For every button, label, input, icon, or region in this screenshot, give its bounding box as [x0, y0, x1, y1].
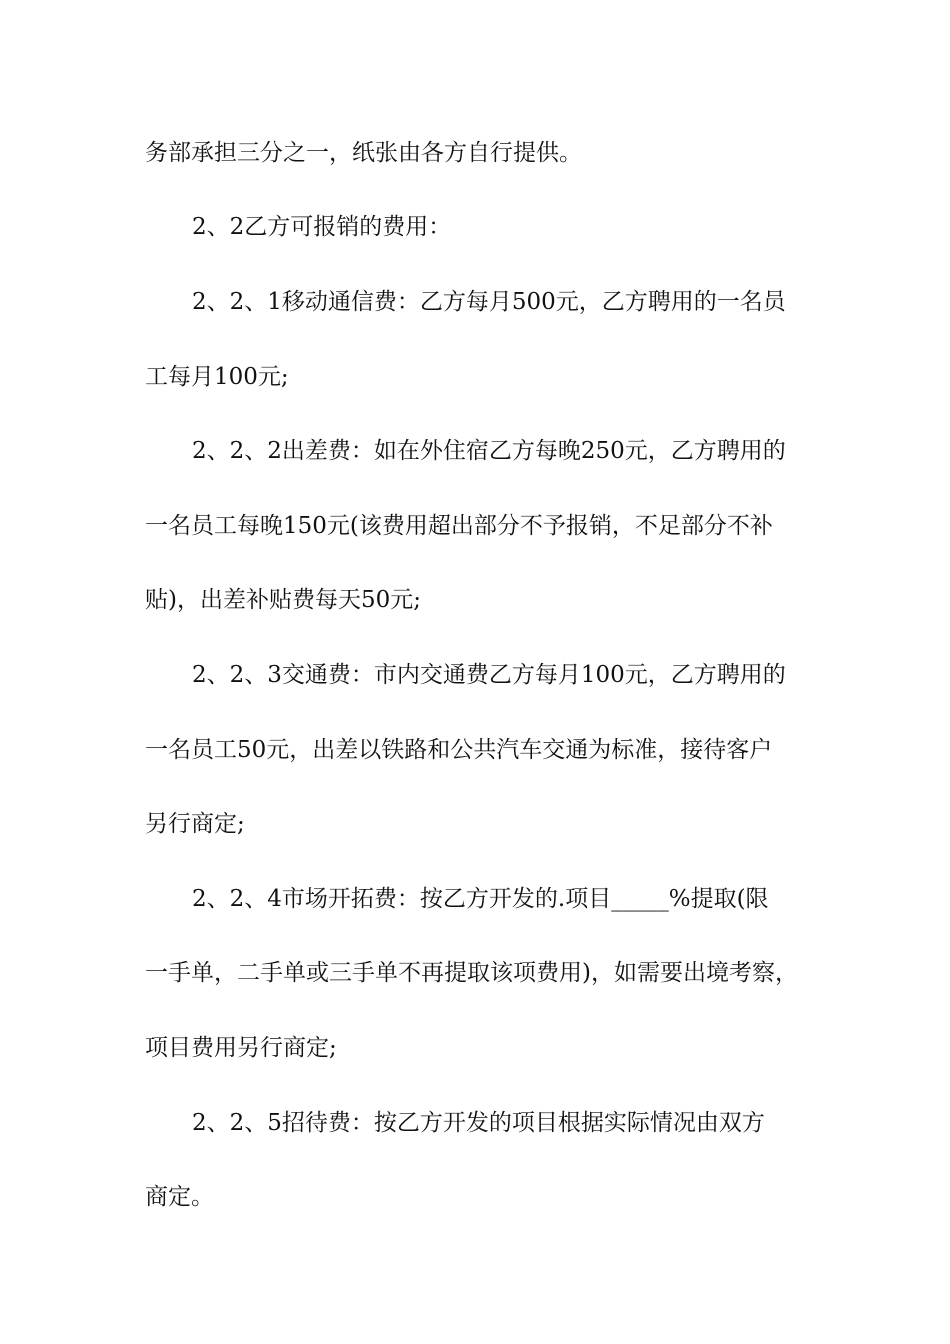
text-line: 务部承担三分之一，纸张由各方自行提供。: [145, 140, 582, 166]
text-line: 项目费用另行商定;: [145, 1035, 337, 1061]
text-line: 贴)，出差补贴费每天50元;: [145, 587, 421, 613]
text-line: 一名员工每晚150元(该费用超出部分不予报销，不足部分不补: [145, 513, 773, 539]
text-line: 2、2、5招待费：按乙方开发的项目根据实际情况由双方: [192, 1110, 765, 1136]
text-line: 商定。: [145, 1184, 214, 1210]
text-line: 2、2、2出差费：如在外住宿乙方每晚250元，乙方聘用的: [192, 438, 786, 464]
text-line: 另行商定;: [145, 811, 245, 837]
text-line: 2、2、3交通费：市内交通费乙方每月100元，乙方聘用的: [192, 662, 786, 688]
text-line: 2、2、4市场开拓费：按乙方开发的.项目_____%提取(限: [192, 886, 769, 912]
text-line: 工每月100元;: [145, 364, 289, 390]
text-line: 一手单，二手单或三手单不再提取该项费用)，如需要出境考察，: [145, 960, 798, 986]
text-line: 一名员工50元，出差以铁路和公共汽车交通为标准，接待客户: [145, 737, 773, 763]
section-heading: 2、2乙方可报销的费用：: [192, 214, 452, 240]
text-line: 2、2、1移动通信费：乙方每月500元，乙方聘用的一名员: [192, 289, 786, 315]
